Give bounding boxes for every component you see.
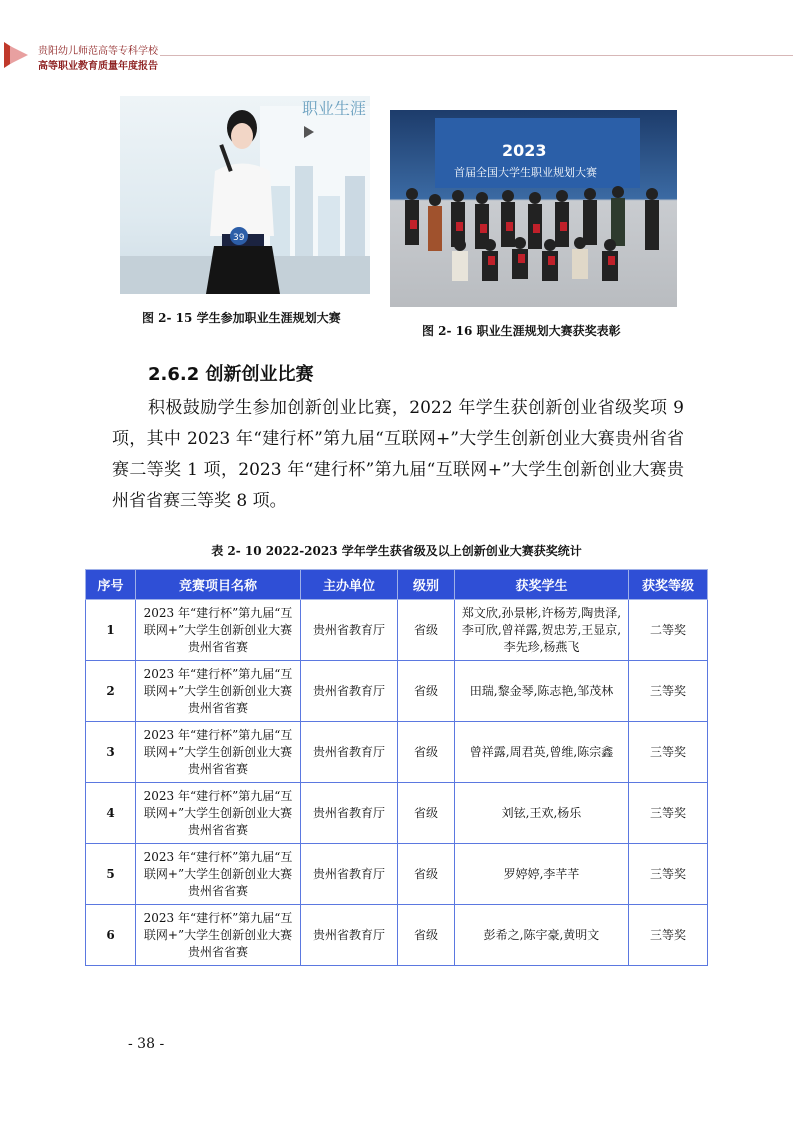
cell-no: 3 bbox=[86, 722, 136, 783]
cell-organizer: 贵州省教育厅 bbox=[301, 905, 398, 966]
cell-no: 5 bbox=[86, 844, 136, 905]
cell-no: 4 bbox=[86, 783, 136, 844]
cell-organizer: 贵州省教育厅 bbox=[301, 600, 398, 661]
header-no: 序号 bbox=[86, 570, 136, 600]
page-header bbox=[0, 36, 793, 72]
header-level: 级别 bbox=[398, 570, 455, 600]
cell-level: 省级 bbox=[398, 783, 455, 844]
cell-level: 省级 bbox=[398, 661, 455, 722]
header-students: 获奖学生 bbox=[455, 570, 629, 600]
cell-organizer: 贵州省教育厅 bbox=[301, 783, 398, 844]
cell-award-grade: 三等奖 bbox=[629, 661, 708, 722]
table-row bbox=[86, 661, 708, 722]
cell-organizer: 贵州省教育厅 bbox=[301, 661, 398, 722]
photo-award-ceremony bbox=[390, 110, 677, 307]
cell-award-grade: 二等奖 bbox=[629, 600, 708, 661]
table-caption: 表 2- 10 2022-2023 学年学生获省级及以上创新创业大赛获奖统计 bbox=[211, 544, 582, 558]
table-row bbox=[86, 844, 708, 905]
cell-level: 省级 bbox=[398, 722, 455, 783]
contestant-badge-number: 39 bbox=[233, 233, 245, 243]
cell-contest-name: 2023 年“建行杯”第九届“互联网+”大学生创新创业大赛贵州省省赛 bbox=[136, 661, 301, 722]
figure-caption-2-16: 图 2- 16 职业生涯规划大赛获奖表彰 bbox=[422, 324, 621, 338]
header-divider bbox=[160, 55, 793, 56]
section-heading: 2.6.2 创新创业比赛 bbox=[148, 364, 314, 385]
school-name: 贵阳幼儿师范高等专科学校 bbox=[38, 46, 158, 57]
figure-caption-2-15: 图 2- 15 学生参加职业生涯规划大赛 bbox=[142, 311, 341, 325]
photo-career-planning-contest bbox=[120, 96, 370, 294]
photo-screen-title: 首届全国大学生职业规划大赛 bbox=[454, 166, 597, 179]
cell-students: 罗婷婷,李芊芊 bbox=[455, 844, 629, 905]
awards-table bbox=[85, 569, 708, 966]
header-award-grade: 获奖等级 bbox=[629, 570, 708, 600]
cell-award-grade: 三等奖 bbox=[629, 905, 708, 966]
table-row bbox=[86, 905, 708, 966]
cell-students: 郑文欣,孙景彬,许杨芳,陶贵泽,李可欣,曾祥露,贺忠芳,王显京,李先珍,杨燕飞 bbox=[455, 600, 629, 661]
cell-students: 彭希之,陈宇豪,黄明文 bbox=[455, 905, 629, 966]
cell-students: 田瑞,黎金琴,陈志艳,邹茂林 bbox=[455, 661, 629, 722]
header-organizer: 主办单位 bbox=[301, 570, 398, 600]
photo-group-illustration bbox=[390, 110, 677, 307]
cell-students: 曾祥露,周君英,曾维,陈宗鑫 bbox=[455, 722, 629, 783]
cell-contest-name: 2023 年“建行杯”第九届“互联网+”大学生创新创业大赛贵州省省赛 bbox=[136, 844, 301, 905]
cell-level: 省级 bbox=[398, 905, 455, 966]
photo-screen-text: 职业生涯 bbox=[302, 99, 367, 118]
table-row bbox=[86, 722, 708, 783]
cell-organizer: 贵州省教育厅 bbox=[301, 844, 398, 905]
header-contest-name: 竞赛项目名称 bbox=[136, 570, 301, 600]
page-number: - 38 - bbox=[128, 1036, 165, 1052]
cell-no: 6 bbox=[86, 905, 136, 966]
photo-student-speaker-illustration bbox=[120, 96, 370, 294]
table-header-row bbox=[86, 570, 708, 600]
cell-contest-name: 2023 年“建行杯”第九届“互联网+”大学生创新创业大赛贵州省省赛 bbox=[136, 600, 301, 661]
body-paragraph: 积极鼓励学生参加创新创业比赛，2022 年学生获创新创业省级奖项 9 项，其中 2023 年“建行杯”第九届“互联网+”大学生创新创业大赛贵州省省赛二等奖 1 项，2023 年“建行杯”第九届“互联网+”大学生创新创业大赛贵州省省赛三等奖 8 项。 bbox=[112, 398, 684, 511]
cell-students: 刘铉,王欢,杨乐 bbox=[455, 783, 629, 844]
cell-contest-name: 2023 年“建行杯”第九届“互联网+”大学生创新创业大赛贵州省省赛 bbox=[136, 905, 301, 966]
cell-contest-name: 2023 年“建行杯”第九届“互联网+”大学生创新创业大赛贵州省省赛 bbox=[136, 722, 301, 783]
table-row bbox=[86, 600, 708, 661]
cell-level: 省级 bbox=[398, 600, 455, 661]
cell-award-grade: 三等奖 bbox=[629, 783, 708, 844]
cell-organizer: 贵州省教育厅 bbox=[301, 722, 398, 783]
report-title: 高等职业教育质量年度报告 bbox=[38, 61, 158, 72]
cell-level: 省级 bbox=[398, 844, 455, 905]
cell-award-grade: 三等奖 bbox=[629, 844, 708, 905]
photo-screen-year: 2023 bbox=[502, 141, 547, 160]
table-row bbox=[86, 783, 708, 844]
cell-no: 2 bbox=[86, 661, 136, 722]
cell-no: 1 bbox=[86, 600, 136, 661]
cell-contest-name: 2023 年“建行杯”第九届“互联网+”大学生创新创业大赛贵州省省赛 bbox=[136, 783, 301, 844]
school-logo-icon bbox=[2, 40, 32, 70]
cell-award-grade: 三等奖 bbox=[629, 722, 708, 783]
